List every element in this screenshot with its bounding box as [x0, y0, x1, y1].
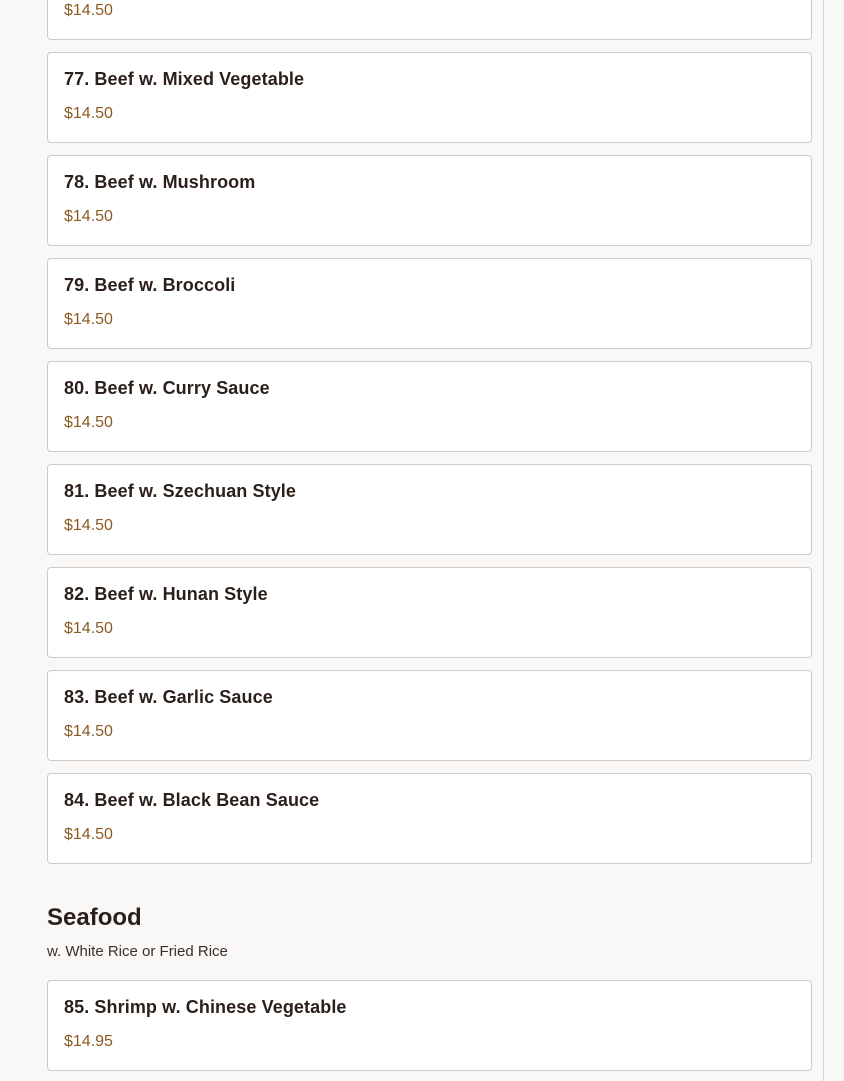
menu-item-card[interactable]	[47, 155, 812, 246]
menu-item-price: $14.50	[64, 2, 113, 19]
menu-item-card[interactable]	[47, 567, 812, 658]
menu-item-card[interactable]	[47, 773, 812, 864]
menu-item-card[interactable]	[47, 361, 812, 452]
menu-item-name: 79. Beef w. Broccoli	[64, 275, 236, 295]
menu-item-card[interactable]	[47, 52, 812, 143]
menu-item-price: $14.50	[64, 723, 113, 740]
menu-item-price: $14.50	[64, 414, 113, 431]
menu-item-name: 78. Beef w. Mushroom	[64, 172, 256, 192]
menu-item-name: 84. Beef w. Black Bean Sauce	[64, 790, 320, 810]
menu-item-card[interactable]	[47, 0, 812, 40]
menu-item-price: $14.50	[64, 517, 113, 534]
menu-item-name: 82. Beef w. Hunan Style	[64, 584, 268, 604]
menu-item-card[interactable]	[47, 670, 812, 761]
menu-item-card[interactable]	[47, 258, 812, 349]
menu-item-price: $14.50	[64, 311, 113, 328]
menu-item-name: 80. Beef w. Curry Sauce	[64, 378, 270, 398]
menu-item-price: $14.50	[64, 208, 113, 225]
menu-item-price: $14.50	[64, 826, 113, 843]
menu-item-name: 77. Beef w. Mixed Vegetable	[64, 69, 305, 89]
menu-item-name: 83. Beef w. Garlic Sauce	[64, 687, 273, 707]
menu-item-card[interactable]	[47, 464, 812, 555]
section-description: w. White Rice or Fried Rice	[47, 943, 228, 960]
menu-item-price: $14.95	[64, 1033, 113, 1050]
menu-item-name: 85. Shrimp w. Chinese Vegetable	[64, 997, 347, 1017]
menu-item-price: $14.50	[64, 105, 113, 122]
menu-item-card[interactable]	[47, 980, 812, 1071]
section-title: Seafood	[47, 904, 142, 931]
menu-item-name: 81. Beef w. Szechuan Style	[64, 481, 297, 501]
menu-item-price: $14.50	[64, 620, 113, 637]
